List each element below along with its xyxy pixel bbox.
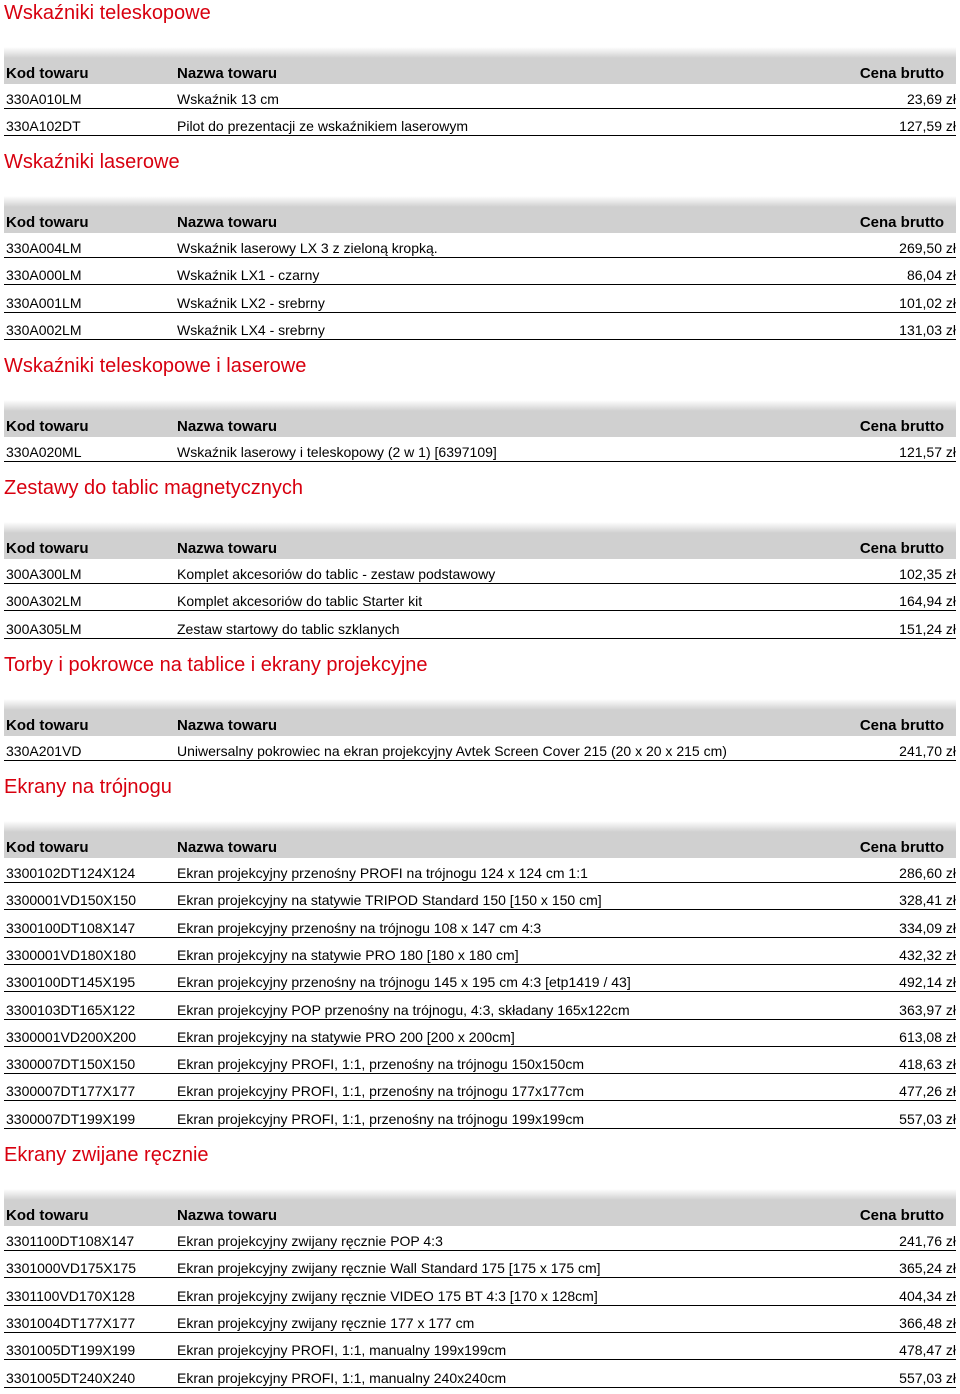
product-price: 366,48 zł xyxy=(899,1315,956,1331)
product-code: 3301005DT199X199 xyxy=(6,1342,136,1358)
section-title: Torby i pokrowce na tablice i ekrany projekcyjne xyxy=(4,654,428,676)
product-code: 330A004LM xyxy=(6,240,82,256)
product-price: 164,94 zł xyxy=(899,593,956,609)
column-header-code: Kod towaru xyxy=(6,540,89,557)
product-code: 3300007DT177X177 xyxy=(6,1083,136,1099)
product-name: Uniwersalny pokrowiec na ekran projekcyjny Avtek Screen Cover 215 (20 x 20 x 215 cm) xyxy=(177,743,727,759)
product-name: Wskaźnik LX1 - czarny xyxy=(177,267,320,283)
column-header-name: Nazwa towaru xyxy=(177,1207,278,1224)
product-name: Ekran projekcyjny przenośny na trójnogu 145 x 195 cm 4:3 [etp1419 / 43] xyxy=(177,974,631,990)
product-code: 3300007DT150X150 xyxy=(6,1056,136,1072)
product-price: 365,24 zł xyxy=(899,1260,956,1276)
column-header-price: Cena brutto xyxy=(859,717,944,734)
product-name: Ekran projekcyjny na statywie PRO 180 [180 x 180 cm] xyxy=(177,947,519,963)
product-price: 477,26 zł xyxy=(899,1083,956,1099)
table-row xyxy=(4,942,956,965)
table-row xyxy=(4,113,956,136)
table-row xyxy=(4,561,956,584)
product-code: 300A300LM xyxy=(6,566,82,582)
column-header-price: Cena brutto xyxy=(859,65,944,82)
product-price: 86,04 zł xyxy=(906,267,956,283)
product-name: Ekran projekcyjny zwijany ręcznie VIDEO 175 BT 4:3 [170 x 128cm] xyxy=(177,1288,598,1304)
product-code: 3301100VD170X128 xyxy=(6,1288,135,1304)
table-header xyxy=(4,196,956,233)
section-title: Wskaźniki laserowe xyxy=(4,151,180,173)
product-code: 3301000VD175X175 xyxy=(6,1260,137,1276)
table-row xyxy=(4,1310,956,1333)
section-title: Wskaźniki teleskopowe i laserowe xyxy=(4,355,307,377)
column-header-price: Cena brutto xyxy=(859,540,944,557)
column-header-name: Nazwa towaru xyxy=(177,540,278,557)
product-price: 131,03 zł xyxy=(899,322,956,338)
product-name: Pilot do prezentacji ze wskaźnikiem laserowym xyxy=(177,118,468,134)
table-header xyxy=(4,522,956,559)
product-price: 432,32 zł xyxy=(899,947,956,963)
table-row xyxy=(4,915,956,938)
product-code: 300A305LM xyxy=(6,621,82,637)
product-name: Ekran projekcyjny PROFI, 1:1, przenośny na trójnogu 199x199cm xyxy=(177,1111,584,1127)
product-price: 557,03 zł xyxy=(899,1111,956,1127)
product-code: 3301100DT108X147 xyxy=(6,1233,135,1249)
column-header-code: Kod towaru xyxy=(6,717,89,734)
table-row xyxy=(4,317,956,340)
product-price: 478,47 zł xyxy=(899,1342,956,1358)
table-row xyxy=(4,439,956,462)
table-row xyxy=(4,1337,956,1360)
column-header-price: Cena brutto xyxy=(859,418,944,435)
product-name: Ekran projekcyjny PROFI, 1:1, manualny 199x199cm xyxy=(177,1342,507,1358)
table-row xyxy=(4,887,956,910)
product-code: 3300103DT165X122 xyxy=(6,1002,136,1018)
product-code: 300A302LM xyxy=(6,593,82,609)
product-price: 241,76 zł xyxy=(899,1233,956,1249)
product-name: Wskaźnik laserowy i teleskopowy (2 w 1) [6397109] xyxy=(177,444,497,460)
product-price: 492,14 zł xyxy=(899,974,956,990)
product-name: Wskaźnik 13 cm xyxy=(177,91,279,107)
product-code: 330A000LM xyxy=(6,267,82,283)
product-code: 330A020ML xyxy=(6,444,82,460)
column-header-name: Nazwa towaru xyxy=(177,839,278,856)
table-header xyxy=(4,400,956,437)
product-code: 3300102DT124X124 xyxy=(6,865,136,881)
product-name: Ekran projekcyjny PROFI, 1:1, przenośny na trójnogu 150x150cm xyxy=(177,1056,584,1072)
product-code: 330A001LM xyxy=(6,295,82,311)
product-price: 334,09 zł xyxy=(899,920,956,936)
product-price: 102,35 zł xyxy=(899,566,956,582)
column-header-price: Cena brutto xyxy=(859,1207,944,1224)
product-code: 330A201VD xyxy=(6,743,82,759)
column-header-name: Nazwa towaru xyxy=(177,214,278,231)
product-price: 418,63 zł xyxy=(899,1056,956,1072)
product-name: Komplet akcesoriów do tablic Starter kit xyxy=(177,593,423,609)
section-title: Zestawy do tablic magnetycznych xyxy=(4,477,304,499)
table-row xyxy=(4,1365,956,1388)
product-name: Ekran projekcyjny zwijany ręcznie Wall Standard 175 [175 x 175 cm] xyxy=(177,1260,601,1276)
table-row xyxy=(4,262,956,285)
column-header-price: Cena brutto xyxy=(859,839,944,856)
product-price: 241,70 zł xyxy=(899,743,956,759)
product-code: 3300100DT145X195 xyxy=(6,974,136,990)
product-name: Wskaźnik LX4 - srebrny xyxy=(177,322,325,338)
product-name: Ekran projekcyjny przenośny PROFI na trójnogu 124 x 124 cm 1:1 xyxy=(177,865,588,881)
product-price: 613,08 zł xyxy=(899,1029,956,1045)
product-code: 3300001VD150X150 xyxy=(6,892,137,908)
product-name: Ekran projekcyjny na statywie TRIPOD Standard 150 [150 x 150 cm] xyxy=(177,892,602,908)
product-code: 3300007DT199X199 xyxy=(6,1111,136,1127)
product-price: 557,03 zł xyxy=(899,1370,956,1386)
product-price: 404,34 zł xyxy=(899,1288,956,1304)
table-row xyxy=(4,969,956,992)
table-row xyxy=(4,860,956,883)
section-title: Ekrany na trójnogu xyxy=(4,776,172,798)
section-title: Ekrany zwijane ręcznie xyxy=(4,1144,209,1166)
table-row xyxy=(4,290,956,313)
product-price: 363,97 zł xyxy=(899,1002,956,1018)
table-header xyxy=(4,47,956,84)
table-row xyxy=(4,588,956,611)
product-name: Wskaźnik laserowy LX 3 z zieloną kropką. xyxy=(177,240,438,256)
product-price: 23,69 zł xyxy=(906,91,956,107)
table-header xyxy=(4,821,956,858)
table-header xyxy=(4,1189,956,1226)
product-code: 3300100DT108X147 xyxy=(6,920,136,936)
table-row xyxy=(4,616,956,639)
column-header-name: Nazwa towaru xyxy=(177,418,278,435)
column-header-price: Cena brutto xyxy=(859,214,944,231)
table-row xyxy=(4,738,956,761)
product-code: 3301005DT240X240 xyxy=(6,1370,136,1386)
section-title: Wskaźniki teleskopowe xyxy=(4,2,211,24)
product-code: 330A002LM xyxy=(6,322,82,338)
column-header-code: Kod towaru xyxy=(6,418,89,435)
product-name: Ekran projekcyjny POP przenośny na trójnogu, 4:3, składany 165x122cm xyxy=(177,1002,630,1018)
table-header xyxy=(4,699,956,736)
product-name: Wskaźnik LX2 - srebrny xyxy=(177,295,325,311)
product-price: 328,41 zł xyxy=(899,892,956,908)
column-header-code: Kod towaru xyxy=(6,839,89,856)
product-price: 151,24 zł xyxy=(899,621,956,637)
product-name: Ekran projekcyjny na statywie PRO 200 [200 x 200cm] xyxy=(177,1029,515,1045)
product-name: Ekran projekcyjny PROFI, 1:1, przenośny na trójnogu 177x177cm xyxy=(177,1083,584,1099)
table-row xyxy=(4,1106,956,1129)
table-row xyxy=(4,1255,956,1278)
product-name: Komplet akcesoriów do tablic - zestaw podstawowy xyxy=(177,566,496,582)
column-header-code: Kod towaru xyxy=(6,1207,89,1224)
table-row xyxy=(4,1228,956,1251)
column-header-code: Kod towaru xyxy=(6,65,89,82)
table-row xyxy=(4,1283,956,1306)
product-code: 3301004DT177X177 xyxy=(6,1315,136,1331)
table-row xyxy=(4,86,956,109)
product-code: 3300001VD180X180 xyxy=(6,947,137,963)
product-price: 286,60 zł xyxy=(899,865,956,881)
product-code: 330A010LM xyxy=(6,91,82,107)
product-name: Ekran projekcyjny PROFI, 1:1, manualny 240x240cm xyxy=(177,1370,507,1386)
product-code: 3300001VD200X200 xyxy=(6,1029,137,1045)
column-header-name: Nazwa towaru xyxy=(177,65,278,82)
column-header-code: Kod towaru xyxy=(6,214,89,231)
column-header-name: Nazwa towaru xyxy=(177,717,278,734)
product-price: 127,59 zł xyxy=(899,118,956,134)
product-name: Zestaw startowy do tablic szklanych xyxy=(177,621,400,637)
product-price: 269,50 zł xyxy=(899,240,956,256)
table-row xyxy=(4,1051,956,1074)
product-name: Ekran projekcyjny zwijany ręcznie 177 x 177 cm xyxy=(177,1315,475,1331)
product-name: Ekran projekcyjny zwijany ręcznie POP 4:3 xyxy=(177,1233,443,1249)
product-price: 101,02 zł xyxy=(899,295,956,311)
table-row xyxy=(4,1024,956,1047)
product-name: Ekran projekcyjny przenośny na trójnogu 108 x 147 cm 4:3 xyxy=(177,920,542,936)
product-code: 330A102DT xyxy=(6,118,81,134)
product-price: 121,57 zł xyxy=(899,444,956,460)
table-row xyxy=(4,1078,956,1101)
table-row xyxy=(4,235,956,258)
table-row xyxy=(4,997,956,1020)
